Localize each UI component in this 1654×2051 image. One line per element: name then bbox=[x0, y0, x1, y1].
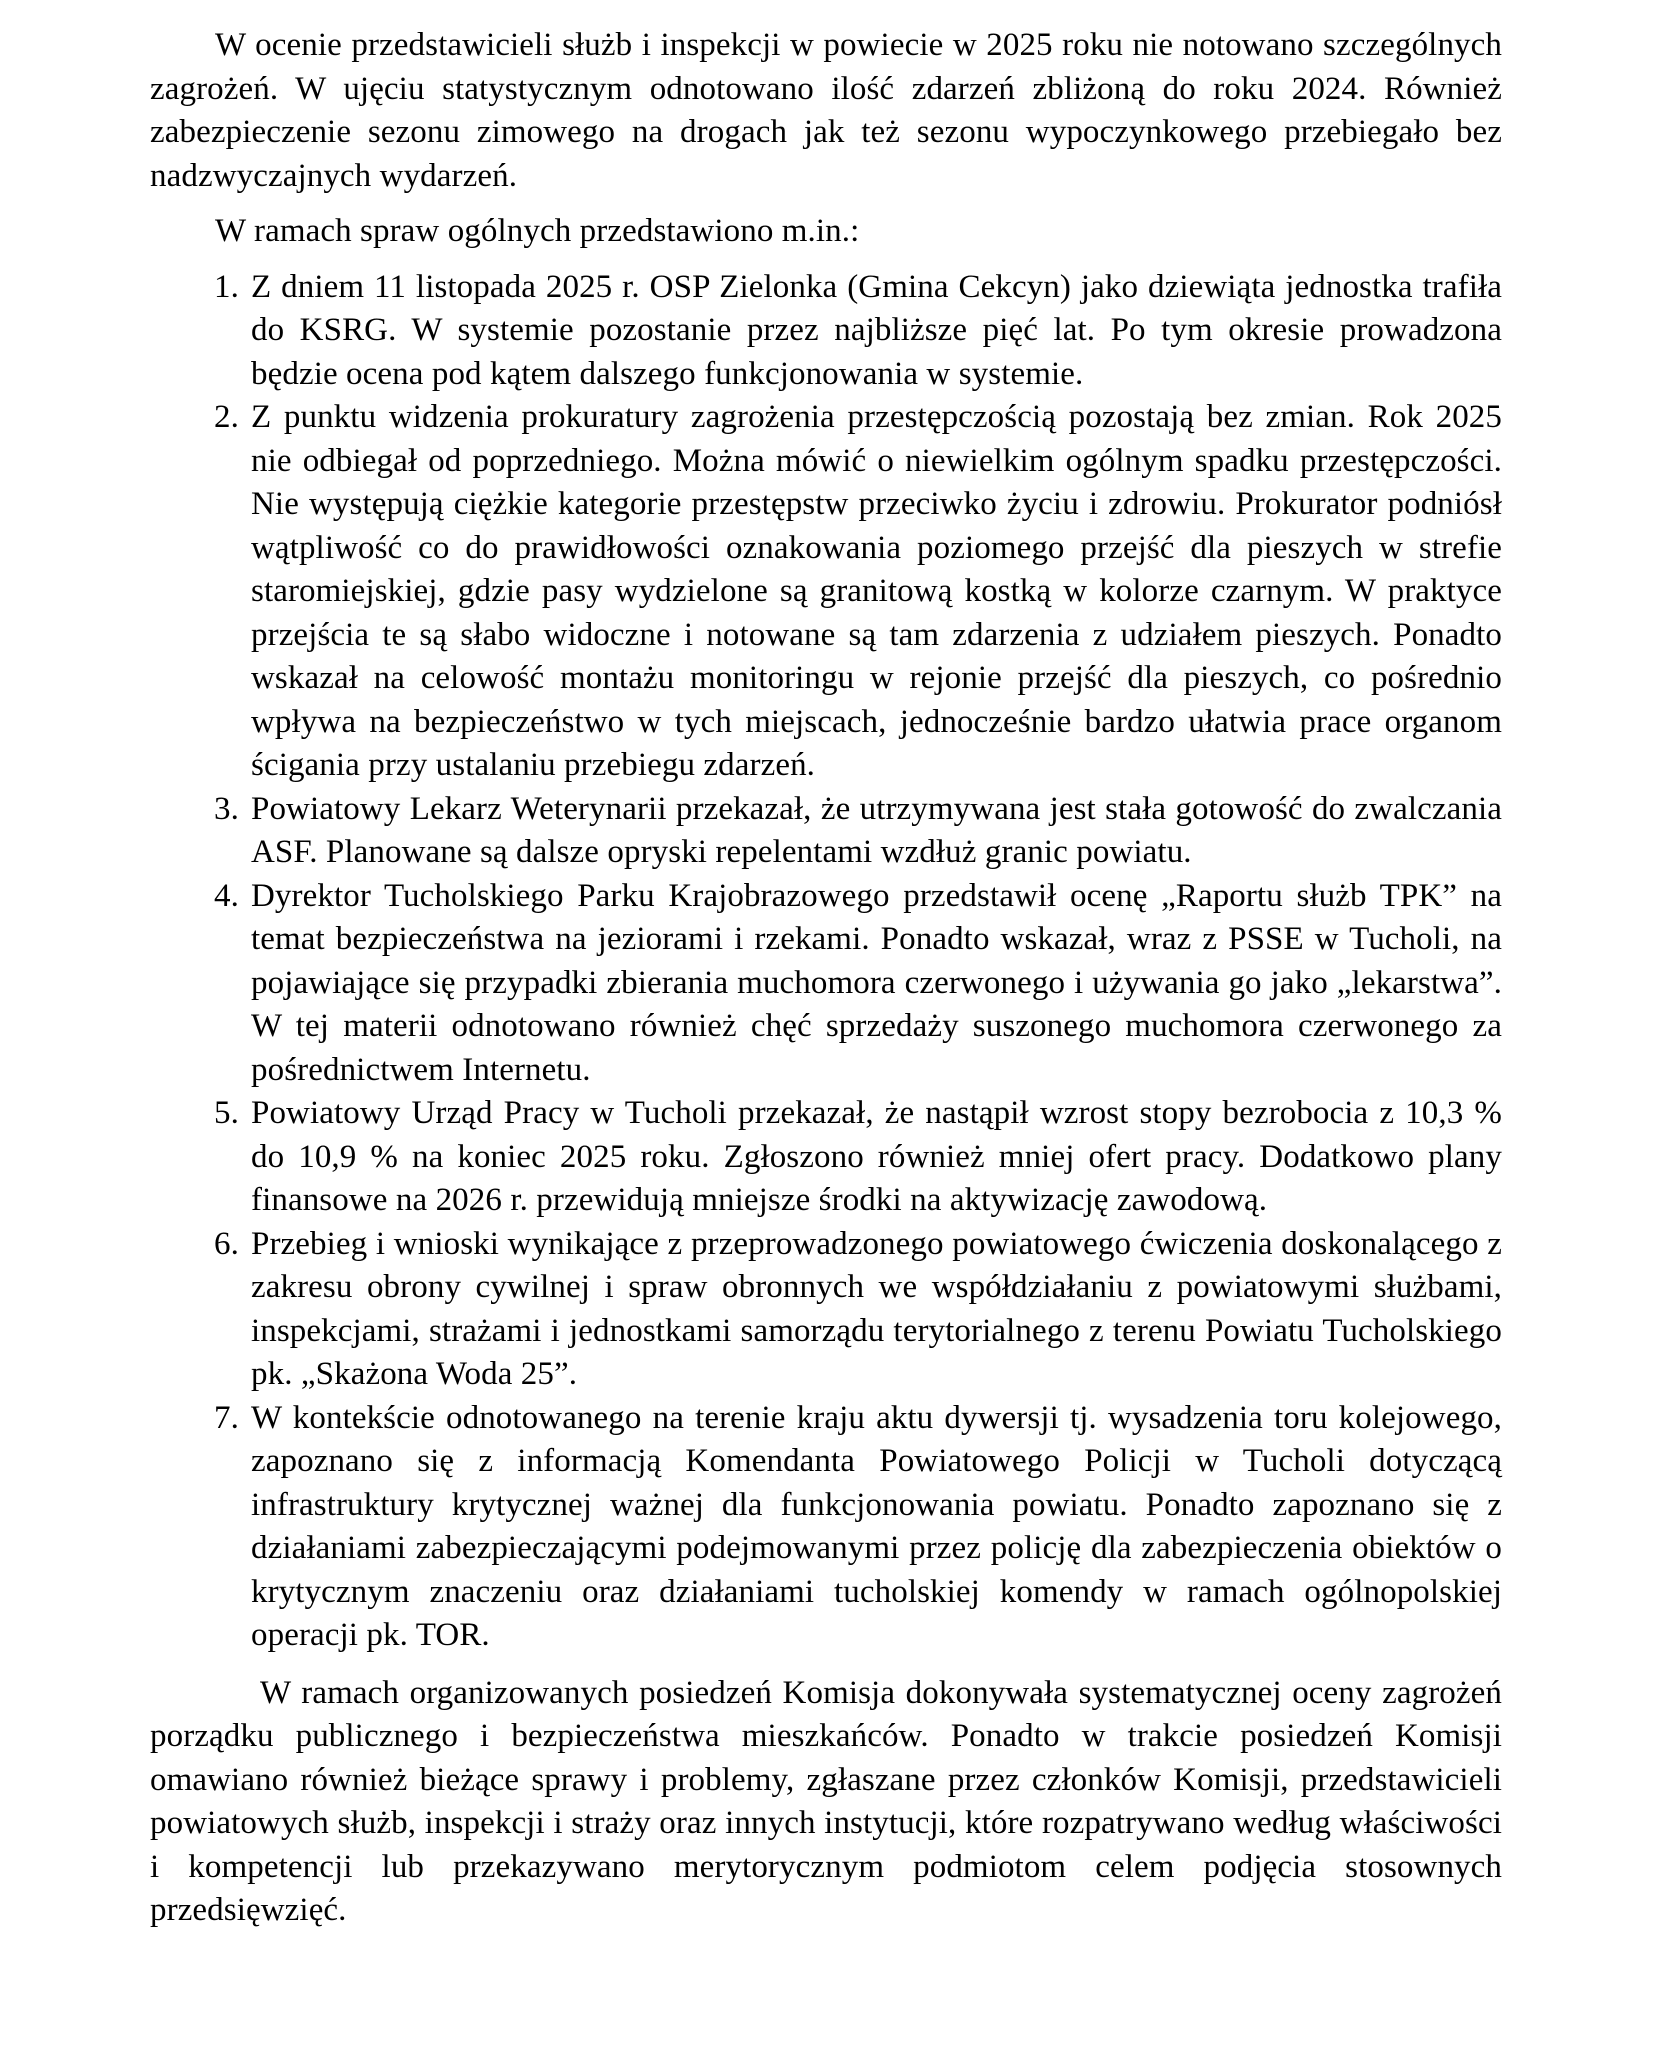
list-item-number: 6. bbox=[214, 1225, 239, 1262]
list-item-number: 7. bbox=[214, 1399, 239, 1436]
intro-paragraph: W ocenie przedstawicieli służb i inspekcji w powiecie w 2025 roku nie notowano szczególnych zagrożeń. W ujęciu statystycznym odnotowano ilość zdarzeń zbliżoną do roku 2024. Również zabezpieczenie sezonu zimowego na drogach jak też sezonu wypoczynkowego przebiegało bez nadzwyczajnych wydarzeń. bbox=[150, 27, 1502, 194]
general-matters-list bbox=[150, 266, 1502, 1658]
list-item-text: Powiatowy Lekarz Weterynarii przekazał, że utrzymywana jest stała gotowość do zwalczania ASF. Planowane są dalsze opryski repelentami wzdłuż granic powiatu. bbox=[251, 790, 1502, 870]
list-item-text: Przebieg i wnioski wynikające z przeprowadzonego powiatowego ćwiczenia doskonalącego z zakresu obrony cywilnej i spraw obronnych we współdziałaniu z powiatowymi służbami, inspekcjami, strażami i jednostkami samorządu terytorialnego z terenu Powiatu Tucholskiego pk. „Skażona Woda 25”. bbox=[251, 1225, 1502, 1392]
list-item bbox=[150, 875, 1502, 1093]
list-intro-paragraph: W ramach spraw ogólnych przedstawiono m.in.: bbox=[215, 213, 860, 249]
list-item-text: Powiatowy Urząd Pracy w Tucholi przekazał, że nastąpił wzrost stopy bezrobocia z 10,3 % do 10,9 % na koniec 2025 roku. Zgłoszono również mniej ofert pracy. Dodatkowo plany finansowe na 2026 r. przewidują mniejsze środki na aktywizację zawodową. bbox=[251, 1095, 1502, 1218]
list-item bbox=[150, 396, 1502, 788]
list-item bbox=[150, 1397, 1502, 1658]
list-item bbox=[150, 1092, 1502, 1223]
list-item-number: 5. bbox=[214, 1095, 239, 1131]
list-item-number: 3. bbox=[214, 790, 239, 827]
list-item-text: W kontekście odnotowanego na terenie kraju aktu dywersji tj. wysadzenia toru kolejowego, zapoznano się z informacją Komendanta Powiatowego Policji w Tucholi dotyczącą infrastruktury krytycznej ważnej dla funkcjonowania powiatu. Ponadto zapoznano się z działaniami zabezpieczającymi podejmowanymi przez policję dla zabezpieczenia obiektów o krytycznym znaczeniu oraz działaniami tucholskiej komendy w ramach ogólnopolskiej operacji pk. TOR. bbox=[251, 1399, 1502, 1653]
list-item bbox=[150, 1223, 1502, 1397]
list-item-text: Dyrektor Tucholskiego Parku Krajobrazowego przedstawił ocenę „Raportu służb TPK” na temat bezpieczeństwa na jeziorami i rzekami. Ponadto wskazał, wraz z PSSE w Tucholi, na pojawiające się przypadki zbierania muchomora czerwonego i używania go jako „lekarstwa”. W tej materii odnotowano również chęć sprzedaży suszonego muchomora czerwonego za pośrednictwem Internetu. bbox=[251, 877, 1502, 1088]
list-item-number: 4. bbox=[214, 877, 239, 914]
list-item bbox=[150, 788, 1502, 875]
list-item-number: 2. bbox=[214, 399, 239, 435]
closing-paragraph: W ramach organizowanych posiedzeń Komisja dokonywała systematycznej oceny zagrożeń porządku publicznego i bezpieczeństwa mieszkańców. Ponadto w trakcie posiedzeń Komisji omawiano również bieżące sprawy i problemy, zgłaszane przez członków Komisji, przedstawicieli powiatowych służb, inspekcji i straży oraz innych instytucji, które rozpatrywano według właściwości i kompetencji lub przekazywano merytorycznym podmiotom celem podjęcia stosownych przedsięwzięć. bbox=[150, 1674, 1502, 1928]
list-item bbox=[150, 266, 1502, 397]
list-item-text: Z dniem 11 listopada 2025 r. OSP Zielonka (Gmina Cekcyn) jako dziewiąta jednostka trafiła do KSRG. W systemie pozostanie przez najbliższe pięć lat. Po tym okresie prowadzona będzie ocena pod kątem dalszego funkcjonowania w systemie. bbox=[251, 268, 1502, 392]
list-item-text: Z punktu widzenia prokuratury zagrożenia przestępczością pozostają bez zmian. Rok 2025 nie odbiegał od poprzedniego. Można mówić o niewielkim ogólnym spadku przestępczości. Nie występują ciężkie kategorie przestępstw przeciwko życiu i zdrowiu. Prokurator podniósł wątpliwość co do prawidłowości oznakowania poziomego przejść dla pieszych w strefie staromiejskiej, gdzie pasy wydzielone są granitową kostką w kolorze czarnym. W praktyce przejścia te są słabo widoczne i notowane są tam zdarzenia z udziałem pieszych. Ponadto wskazał na celowość montażu monitoringu w rejonie przejść dla pieszych, co pośrednio wpływa na bezpieczeństwo w tych miejscach, jednocześnie bardzo ułatwia prace organom ścigania przy ustalaniu przebiegu zdarzeń. bbox=[251, 399, 1502, 783]
list-item-number: 1. bbox=[214, 268, 239, 305]
